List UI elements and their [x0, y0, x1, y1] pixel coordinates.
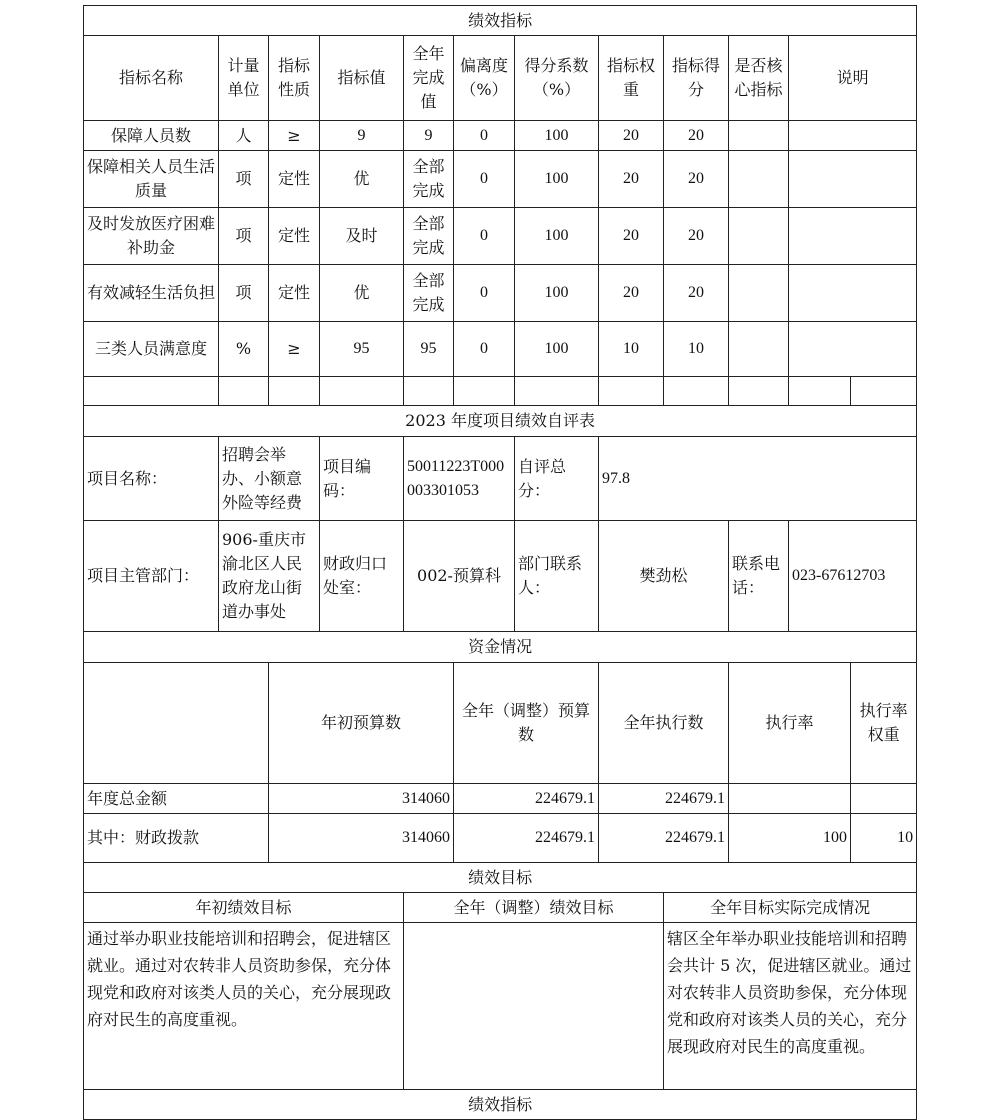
- indicator-core: [729, 121, 789, 151]
- funds-rate-weight: 10: [851, 814, 917, 863]
- goals-header-actual: 全年目标实际完成情况: [664, 893, 917, 923]
- funds-executed: 224679.1: [599, 814, 729, 863]
- indicator-nature: ≥: [269, 121, 320, 151]
- indicator-unit: 人: [219, 121, 269, 151]
- funds-initial: 314060: [269, 814, 454, 863]
- funds-header-weight: 执行率权重: [851, 663, 917, 784]
- funds-header-blank: [84, 663, 269, 784]
- funds-row-label: 年度总金额: [84, 784, 269, 814]
- indicator-coefficient: 100: [515, 151, 599, 208]
- eval-title-row: [84, 406, 917, 437]
- indicator-deviation: 0: [454, 151, 515, 208]
- blank-cell: [219, 377, 269, 406]
- funds-row-label: 其中：财政拨款: [84, 814, 269, 863]
- funds-header-row: [84, 663, 917, 784]
- section-row: [84, 6, 917, 36]
- header-core: 是否核心指标: [729, 36, 789, 121]
- blank-cell: [599, 377, 664, 406]
- indicator-header-row: [84, 36, 917, 121]
- header-name: 指标名称: [84, 36, 219, 121]
- project-name-row: [84, 437, 917, 521]
- self-score-label: 自评总分：: [515, 437, 599, 521]
- office-label: 财政归口处室：: [320, 521, 404, 632]
- goals-header-row: [84, 893, 917, 923]
- indicator-score: 10: [664, 322, 729, 377]
- blank-cell: [320, 377, 404, 406]
- indicator-value: 及时: [320, 208, 404, 265]
- indicator-done: 全部完成: [404, 151, 454, 208]
- indicator-row: [84, 208, 917, 265]
- eval-title: 2023 年度项目绩效自评表: [84, 406, 917, 437]
- blank-cell: [454, 377, 515, 406]
- indicator-nature: 定性: [269, 265, 320, 322]
- header-done: 全年完成值: [404, 36, 454, 121]
- indicator-score: 20: [664, 265, 729, 322]
- funds-title: 资金情况: [84, 632, 917, 663]
- self-score-value: 97.8: [599, 437, 917, 521]
- goals-adjusted-text: [404, 923, 664, 1090]
- indicator-done: 9: [404, 121, 454, 151]
- funds-header-initial: 年初预算数: [269, 663, 454, 784]
- funds-initial: 314060: [269, 784, 454, 814]
- indicator-score: 20: [664, 121, 729, 151]
- indicator-row: [84, 322, 917, 377]
- goals-title: 绩效目标: [84, 863, 917, 893]
- indicator-value: 9: [320, 121, 404, 151]
- performance-evaluation-form: [83, 5, 916, 1120]
- indicator-note: [789, 121, 917, 151]
- indicator-deviation: 0: [454, 322, 515, 377]
- funds-title-row: [84, 632, 917, 663]
- project-name-label: 项目名称：: [84, 437, 219, 521]
- indicator-row: [84, 265, 917, 322]
- indicator-name: 及时发放医疗困难补助金: [84, 208, 219, 265]
- header-unit: 计量单位: [219, 36, 269, 121]
- indicator-weight: 20: [599, 265, 664, 322]
- indicator-score: 20: [664, 208, 729, 265]
- funds-row: [84, 814, 917, 863]
- header-score: 指标得分: [664, 36, 729, 121]
- funds-adjusted: 224679.1: [454, 814, 599, 863]
- dept-value: 906-重庆市渝北区人民政府龙山街道办事处: [219, 521, 320, 632]
- funds-header-adjusted: 全年（调整）预算数: [454, 663, 599, 784]
- indicator-name: 保障人员数: [84, 121, 219, 151]
- indicator-deviation: 0: [454, 265, 515, 322]
- dept-label: 项目主管部门：: [84, 521, 219, 632]
- indicator-note: [789, 208, 917, 265]
- section-row: [84, 1090, 917, 1120]
- funds-row: [84, 784, 917, 814]
- indicator-name: 三类人员满意度: [84, 322, 219, 377]
- funds-rate: 100: [729, 814, 851, 863]
- department-row: [84, 521, 917, 632]
- indicator-done: 全部完成: [404, 208, 454, 265]
- indicator-nature: 定性: [269, 151, 320, 208]
- indicator-name: 有效减轻生活负担: [84, 265, 219, 322]
- indicator-value: 优: [320, 265, 404, 322]
- funds-header-executed: 全年执行数: [599, 663, 729, 784]
- indicator-done: 95: [404, 322, 454, 377]
- office-value: 002-预算科: [404, 521, 515, 632]
- indicator-weight: 20: [599, 208, 664, 265]
- indicator-nature: ≥: [269, 322, 320, 377]
- funds-executed: 224679.1: [599, 784, 729, 814]
- blank-cell: [269, 377, 320, 406]
- project-code-label: 项目编码：: [320, 437, 404, 521]
- section-title-perf-bottom: 绩效指标: [84, 1090, 917, 1120]
- header-deviation: 偏离度（%）: [454, 36, 515, 121]
- funds-rate: [729, 784, 851, 814]
- blank-cell: [729, 377, 789, 406]
- indicator-deviation: 0: [454, 208, 515, 265]
- goals-initial-text: 通过举办职业技能培训和招聘会，促进辖区就业。通过对农转非人员资助参保，充分体现党和政府对该类人员的关心，充分展现政府对民生的高度重视。: [84, 923, 404, 1090]
- indicator-coefficient: 100: [515, 265, 599, 322]
- indicator-deviation: 0: [454, 121, 515, 151]
- indicator-nature: 定性: [269, 208, 320, 265]
- header-coefficient: 得分系数（%）: [515, 36, 599, 121]
- blank-cell: [404, 377, 454, 406]
- indicator-core: [729, 322, 789, 377]
- indicator-weight: 20: [599, 151, 664, 208]
- indicator-note: [789, 322, 917, 377]
- indicator-core: [729, 208, 789, 265]
- funds-header-rate: 执行率: [729, 663, 851, 784]
- indicator-unit: 项: [219, 151, 269, 208]
- header-nature: 指标性质: [269, 36, 320, 121]
- indicator-weight: 10: [599, 322, 664, 377]
- indicator-name: 保障相关人员生活质量: [84, 151, 219, 208]
- blank-row: [84, 377, 917, 406]
- indicator-core: [729, 265, 789, 322]
- project-name-value: 招聘会举办、小额意外险等经费: [219, 437, 320, 521]
- header-weight: 指标权重: [599, 36, 664, 121]
- blank-cell: [515, 377, 599, 406]
- indicator-score: 20: [664, 151, 729, 208]
- contact-value: 樊劲松: [599, 521, 729, 632]
- project-code-value: 50011223T000003301053: [404, 437, 515, 521]
- indicator-unit: 项: [219, 208, 269, 265]
- goals-content-row: [84, 923, 917, 1090]
- blank-cell: [789, 377, 851, 406]
- indicator-coefficient: 100: [515, 208, 599, 265]
- indicator-coefficient: 100: [515, 322, 599, 377]
- funds-adjusted: 224679.1: [454, 784, 599, 814]
- indicator-note: [789, 265, 917, 322]
- indicator-core: [729, 151, 789, 208]
- header-note: 说明: [789, 36, 917, 121]
- phone-label: 联系电话：: [729, 521, 789, 632]
- blank-cell: [851, 377, 917, 406]
- goals-actual-text: 辖区全年举办职业技能培训和招聘会共计 5 次，促进辖区就业。通过对农转非人员资助参保，充分体现党和政府对该类人员的关心，充分展现政府对民生的高度重视。: [664, 923, 917, 1090]
- indicator-done: 全部完成: [404, 265, 454, 322]
- indicator-row: [84, 121, 917, 151]
- contact-label: 部门联系人：: [515, 521, 599, 632]
- goals-header-adjusted: 全年（调整）绩效目标: [404, 893, 664, 923]
- blank-cell: [84, 377, 219, 406]
- indicator-coefficient: 100: [515, 121, 599, 151]
- header-value: 指标值: [320, 36, 404, 121]
- phone-value: 023-67612703: [789, 521, 917, 632]
- indicator-value: 优: [320, 151, 404, 208]
- blank-cell: [664, 377, 729, 406]
- goals-title-row: [84, 863, 917, 893]
- evaluation-table: [83, 5, 917, 1120]
- section-title-perf-top: 绩效指标: [84, 6, 917, 36]
- indicator-note: [789, 151, 917, 208]
- goals-header-initial: 年初绩效目标: [84, 893, 404, 923]
- indicator-weight: 20: [599, 121, 664, 151]
- indicator-value: 95: [320, 322, 404, 377]
- indicator-unit: 项: [219, 265, 269, 322]
- indicator-unit: %: [219, 322, 269, 377]
- funds-rate-weight: [851, 784, 917, 814]
- indicator-row: [84, 151, 917, 208]
